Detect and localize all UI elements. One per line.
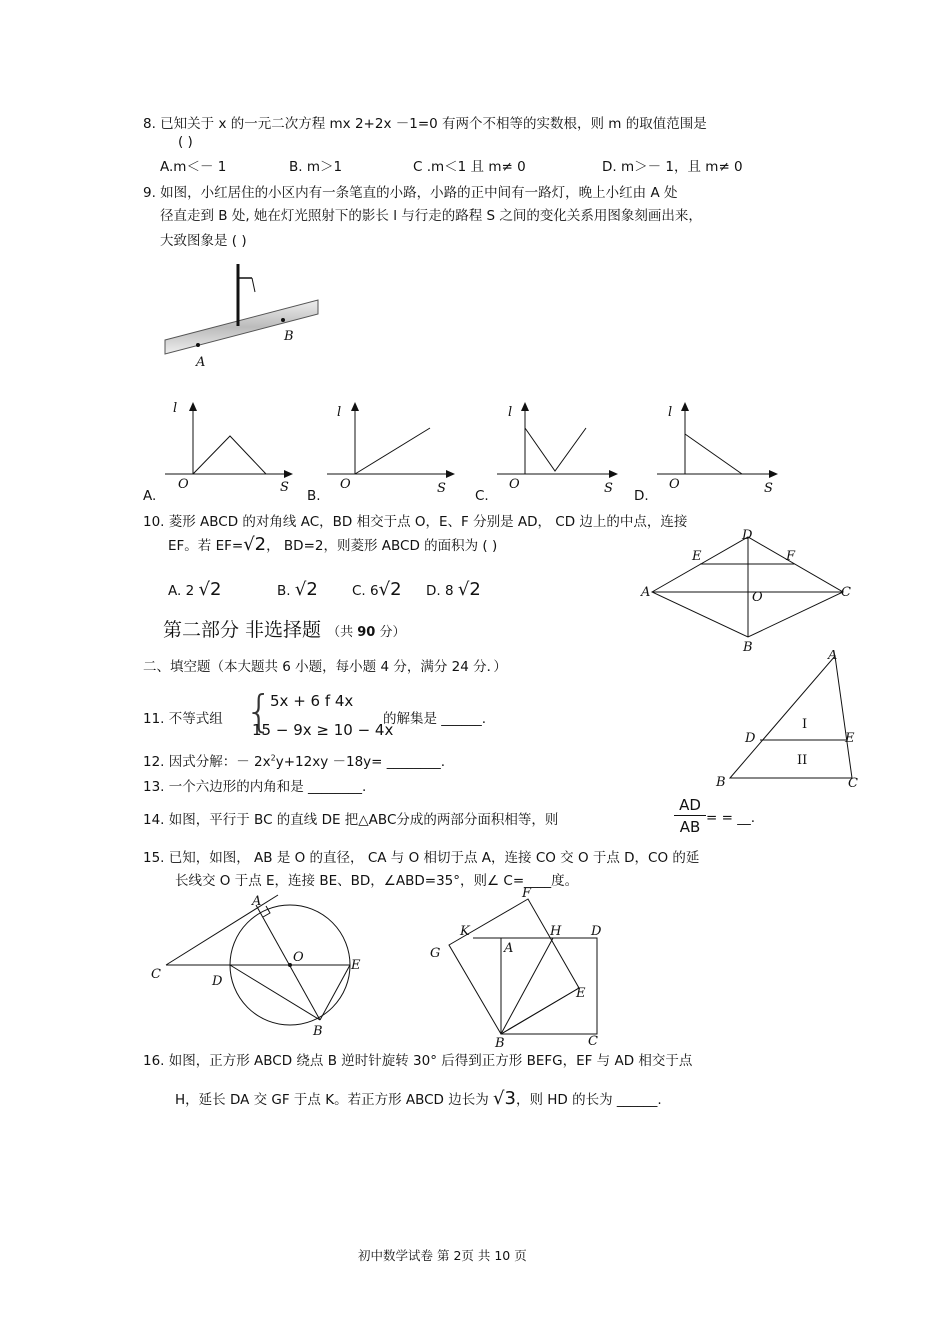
graph-c-x-label: S bbox=[604, 481, 613, 496]
q14-fraction bbox=[674, 796, 706, 836]
graph-b bbox=[322, 398, 457, 498]
rhombus-label-d: D bbox=[742, 528, 753, 543]
q16-line2 bbox=[175, 1088, 662, 1109]
road-lamp-figure bbox=[160, 258, 325, 370]
q12-sup: 2 bbox=[270, 753, 276, 763]
rhombus-label-o: O bbox=[752, 590, 763, 605]
page-footer: 初中数学试卷 第 2页 共 10 页 bbox=[358, 1248, 527, 1263]
q10-line2 bbox=[168, 534, 497, 555]
q14-numerator: AD bbox=[674, 796, 706, 816]
graph-b-x-label: S bbox=[437, 481, 446, 496]
q12-pre: 12. 因式分解：－ 2x bbox=[143, 754, 271, 770]
q10-option-b bbox=[277, 579, 318, 600]
rhombus-figure bbox=[640, 527, 855, 657]
q9-line2: 径直走到 B 处, 她在灯光照射下的影长 l 与行走的路程 S 之间的变化关系用图象刻画出来， bbox=[160, 208, 702, 224]
option-letter-b: B. bbox=[307, 488, 321, 504]
graph-a bbox=[160, 398, 295, 498]
q10-option-d-pre: D. 8 bbox=[426, 583, 454, 599]
tri-label-c: C bbox=[848, 776, 858, 791]
q8-option-c: C .m＜1 且 m≠ 0 bbox=[413, 159, 526, 175]
rotated-square-figure bbox=[425, 885, 625, 1047]
square-label-h: H bbox=[550, 924, 562, 939]
q10-option-d bbox=[426, 579, 481, 600]
q10-line1: 10. 菱形 ABCD 的对角线 AC，BD 相交于点 O，E、F 分别是 AD， CD 边上的中点，连接 bbox=[143, 514, 688, 530]
graph-a-origin: O bbox=[178, 477, 189, 492]
square-label-c: C bbox=[588, 1034, 598, 1047]
square-label-f: F bbox=[522, 886, 532, 901]
section2-heading: 二、填空题（本大题共 6 小题，每小题 4 分，满分 24 分．） bbox=[143, 659, 507, 675]
q16-line1: 16. 如图，正方形 ABCD 绕点 B 逆时针旋转 30° 后得到正方形 BEFG，EF 与 AD 相交于点 bbox=[143, 1053, 693, 1069]
tri-label-region-2: II bbox=[797, 753, 808, 768]
rhombus-label-b: B bbox=[743, 640, 753, 655]
road-label-a: A bbox=[196, 355, 206, 370]
q9-line3: 大致图象是 ( ) bbox=[160, 233, 247, 249]
q10-line2-pre: EF。若 EF= bbox=[168, 538, 244, 554]
q14-tail: = = __. bbox=[706, 810, 755, 826]
q10-sqrt: √2 bbox=[243, 534, 267, 555]
graph-a-x-label: S bbox=[280, 480, 289, 495]
part2-title-text: 第二部分 非选择题 bbox=[163, 619, 322, 641]
part2-title bbox=[163, 615, 405, 642]
graph-a-y-label: l bbox=[173, 401, 178, 416]
q15-line2: 长线交 O 于点 E，连接 BE、BD，∠ABD=35°，则∠ C=____度。 bbox=[175, 873, 579, 889]
circle-figure bbox=[148, 893, 373, 1043]
graph-b-y-label: l bbox=[337, 405, 342, 420]
q10-option-a-root: √2 bbox=[198, 579, 222, 600]
square-label-k: K bbox=[460, 924, 470, 939]
rhombus-label-a: A bbox=[641, 585, 651, 600]
part2-score-pre: （共 bbox=[327, 625, 358, 640]
q9-line1: 9. 如图，小红居住的小区内有一条笔直的小路，小路的正中间有一路灯，晚上小红由 A 处 bbox=[143, 185, 678, 201]
q8-option-a: A.m＜－ 1 bbox=[160, 159, 227, 175]
circle-label-b: B bbox=[313, 1024, 323, 1039]
circle-label-o: O bbox=[293, 950, 304, 965]
q8-paren: ( ) bbox=[178, 134, 193, 150]
option-letter-c: C. bbox=[475, 488, 489, 504]
q10-option-b-root: √2 bbox=[294, 579, 318, 600]
q10-option-c-pre: C. 6 bbox=[352, 583, 379, 599]
q11-brace: { bbox=[245, 686, 273, 737]
tri-label-d: D bbox=[745, 731, 756, 746]
q11-ineq2: 15 − 9x ≥ 10 − 4x bbox=[252, 721, 394, 739]
q13: 13. 一个六边形的内角和是 ________. bbox=[143, 779, 367, 795]
tri-label-a: A bbox=[828, 650, 838, 663]
square-label-e: E bbox=[576, 986, 586, 1001]
rhombus-label-e: E bbox=[692, 549, 702, 564]
circle-label-e: E bbox=[351, 958, 361, 973]
q12-post: y+12xy －18y= ________. bbox=[275, 754, 446, 770]
q8-option-b: B. m＞1 bbox=[289, 159, 343, 175]
graph-d-y-label: l bbox=[668, 405, 673, 420]
tri-label-e: E bbox=[845, 731, 855, 746]
q14-text: 14. 如图，平行于 BC 的直线 DE 把△ABC分成的两部分面积相等，则 bbox=[143, 812, 559, 828]
q10-line2-post: ， BD=2，则菱形 ABCD 的面积为 ( ) bbox=[266, 538, 498, 554]
q16-sqrt: √3 bbox=[493, 1088, 516, 1109]
tri-label-b: B bbox=[716, 775, 726, 790]
q11-tail: 的解集是 ______. bbox=[383, 711, 487, 727]
circle-label-c: C bbox=[151, 967, 161, 982]
option-letter-a: A. bbox=[143, 488, 157, 504]
option-letter-d: D. bbox=[634, 488, 649, 504]
q8-option-d: D. m＞－ 1，且 m≠ 0 bbox=[602, 159, 743, 175]
square-label-g: G bbox=[430, 946, 441, 961]
graph-c-origin: O bbox=[509, 477, 520, 492]
square-label-d: D bbox=[591, 924, 602, 939]
q10-option-d-root: √2 bbox=[457, 579, 481, 600]
q10-option-a-pre: A. 2 bbox=[168, 583, 195, 599]
graph-d-origin: O bbox=[669, 477, 680, 492]
q11-ineq1: 5x + 6 f 4x bbox=[270, 692, 354, 710]
circle-label-d: D bbox=[212, 974, 223, 989]
square-label-b: B bbox=[495, 1036, 505, 1047]
part2-score-post: 分） bbox=[375, 625, 406, 640]
graph-d-x-label: S bbox=[764, 481, 773, 496]
part2-score-num: 90 bbox=[357, 625, 376, 640]
triangle-figure bbox=[712, 650, 867, 792]
q10-option-a bbox=[168, 579, 221, 600]
q16-line2-post: ，则 HD 的长为 ______. bbox=[515, 1092, 662, 1108]
q10-option-c bbox=[352, 579, 402, 600]
q12 bbox=[143, 750, 445, 770]
square-label-a: A bbox=[504, 941, 514, 956]
circle-label-a: A bbox=[252, 894, 262, 909]
q8-stem: 8. 已知关于 x 的一元二次方程 mx 2+2x －1=0 有两个不相等的实数根，则 m 的取值范围是 bbox=[143, 116, 707, 132]
graph-d bbox=[652, 398, 782, 498]
rhombus-label-f: F bbox=[786, 549, 796, 564]
q10-option-c-root: √2 bbox=[378, 579, 402, 600]
q15-line1: 15. 已知，如图， AB 是 O 的直径， CA 与 O 相切于点 A，连接 CO 交 O 于点 D，CO 的延 bbox=[143, 850, 700, 866]
q16-line2-pre: H，延长 DA 交 GF 于点 K。若正方形 ABCD 边长为 bbox=[175, 1092, 489, 1108]
part2-score bbox=[327, 625, 405, 640]
graph-c-y-label: l bbox=[508, 405, 513, 420]
road-label-b: B bbox=[284, 329, 294, 344]
q11-label: 11. 不等式组 bbox=[143, 711, 223, 727]
q10-option-b-pre: B. bbox=[277, 583, 291, 599]
graph-c bbox=[492, 398, 622, 498]
tri-label-region-1: I bbox=[802, 717, 808, 732]
q14-denominator: AB bbox=[679, 818, 701, 836]
rhombus-label-c: C bbox=[841, 585, 851, 600]
graph-b-origin: O bbox=[340, 477, 351, 492]
